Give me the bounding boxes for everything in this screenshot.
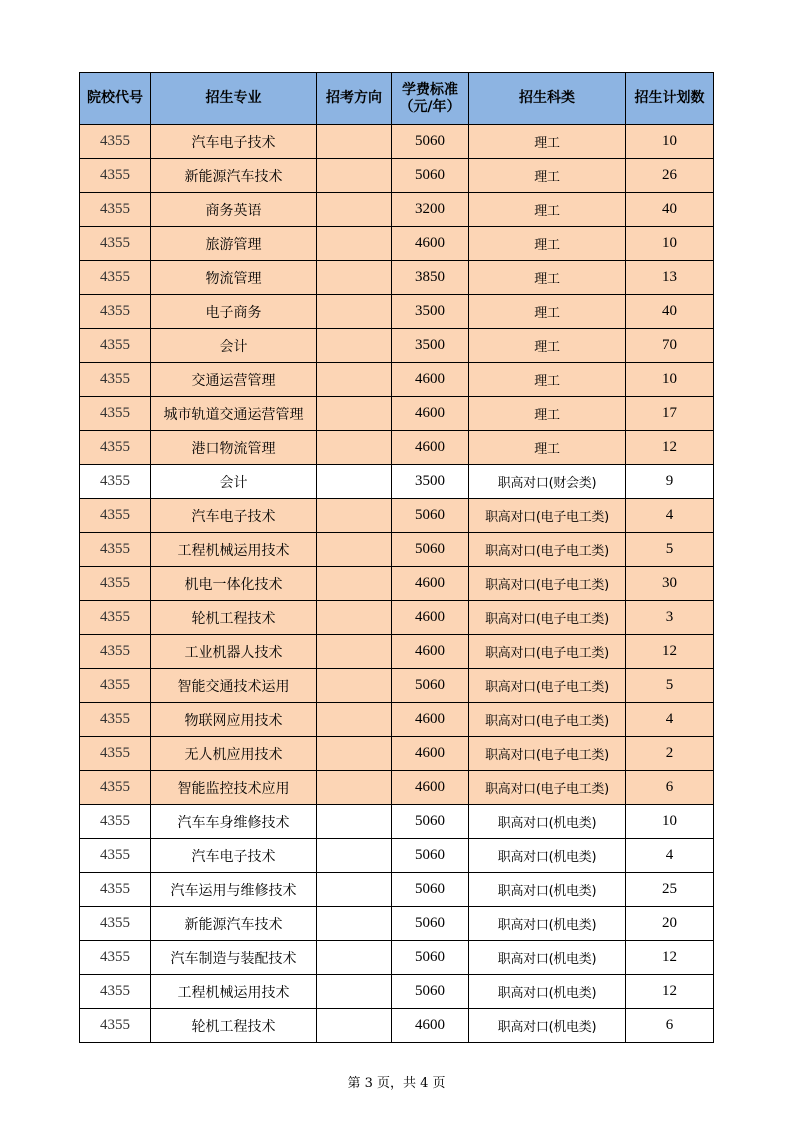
cell-tuition: 5060 — [392, 533, 469, 567]
cell-direction — [317, 839, 392, 873]
cell-plan: 25 — [626, 873, 714, 907]
cell-direction — [317, 465, 392, 499]
cell-major: 工程机械运用技术 — [151, 533, 317, 567]
cell-major: 智能交通技术运用 — [151, 669, 317, 703]
cell-category: 职高对口(机电类) — [469, 975, 626, 1009]
cell-school-code: 4355 — [80, 669, 151, 703]
cell-direction — [317, 499, 392, 533]
cell-plan: 4 — [626, 499, 714, 533]
header-plan: 招生计划数 — [626, 73, 714, 125]
table-row — [80, 329, 714, 363]
cell-plan: 10 — [626, 363, 714, 397]
table-row — [80, 907, 714, 941]
cell-tuition: 5060 — [392, 873, 469, 907]
cell-school-code: 4355 — [80, 261, 151, 295]
table-row — [80, 567, 714, 601]
cell-category: 理工 — [469, 261, 626, 295]
cell-category: 职高对口(电子电工类) — [469, 499, 626, 533]
cell-plan: 70 — [626, 329, 714, 363]
cell-category: 理工 — [469, 227, 626, 261]
cell-school-code: 4355 — [80, 295, 151, 329]
header-school-code: 院校代号 — [80, 73, 151, 125]
cell-tuition: 4600 — [392, 397, 469, 431]
table-row — [80, 873, 714, 907]
cell-major: 轮机工程技术 — [151, 1009, 317, 1043]
cell-major: 汽车车身维修技术 — [151, 805, 317, 839]
header-tuition-line2: （元/年） — [399, 98, 461, 115]
cell-tuition: 4600 — [392, 703, 469, 737]
cell-tuition: 5060 — [392, 975, 469, 1009]
header-category: 招生科类 — [469, 73, 626, 125]
cell-school-code: 4355 — [80, 193, 151, 227]
header-direction: 招考方向 — [317, 73, 392, 125]
cell-direction — [317, 907, 392, 941]
cell-major: 旅游管理 — [151, 227, 317, 261]
table-body — [80, 125, 714, 1043]
cell-category: 理工 — [469, 431, 626, 465]
cell-major: 电子商务 — [151, 295, 317, 329]
cell-plan: 10 — [626, 805, 714, 839]
cell-major: 工业机器人技术 — [151, 635, 317, 669]
table-row — [80, 1009, 714, 1043]
table-header-row — [80, 73, 714, 125]
cell-category: 理工 — [469, 125, 626, 159]
cell-direction — [317, 941, 392, 975]
table-row — [80, 125, 714, 159]
cell-major: 汽车制造与装配技术 — [151, 941, 317, 975]
cell-direction — [317, 329, 392, 363]
table-row — [80, 635, 714, 669]
cell-category: 职高对口(电子电工类) — [469, 703, 626, 737]
cell-major: 轮机工程技术 — [151, 601, 317, 635]
cell-tuition: 5060 — [392, 499, 469, 533]
cell-category: 职高对口(电子电工类) — [469, 533, 626, 567]
cell-tuition: 4600 — [392, 771, 469, 805]
cell-school-code: 4355 — [80, 159, 151, 193]
cell-category: 职高对口(电子电工类) — [469, 669, 626, 703]
cell-plan: 20 — [626, 907, 714, 941]
cell-category: 职高对口(电子电工类) — [469, 737, 626, 771]
table-row — [80, 193, 714, 227]
cell-tuition: 4600 — [392, 601, 469, 635]
table-row — [80, 703, 714, 737]
admission-plan-table — [79, 72, 714, 1043]
cell-tuition: 5060 — [392, 159, 469, 193]
table-row — [80, 159, 714, 193]
cell-school-code: 4355 — [80, 431, 151, 465]
cell-plan: 9 — [626, 465, 714, 499]
cell-plan: 5 — [626, 669, 714, 703]
table-row — [80, 261, 714, 295]
cell-category: 职高对口(财会类) — [469, 465, 626, 499]
cell-direction — [317, 533, 392, 567]
cell-direction — [317, 975, 392, 1009]
table-row — [80, 941, 714, 975]
cell-direction — [317, 431, 392, 465]
cell-tuition: 3500 — [392, 295, 469, 329]
cell-plan: 3 — [626, 601, 714, 635]
cell-direction — [317, 1009, 392, 1043]
table-row — [80, 431, 714, 465]
cell-tuition: 5060 — [392, 125, 469, 159]
table-row — [80, 363, 714, 397]
cell-category: 理工 — [469, 193, 626, 227]
cell-category: 职高对口(电子电工类) — [469, 567, 626, 601]
cell-plan: 40 — [626, 193, 714, 227]
cell-direction — [317, 601, 392, 635]
cell-category: 职高对口(机电类) — [469, 873, 626, 907]
cell-direction — [317, 261, 392, 295]
cell-school-code: 4355 — [80, 567, 151, 601]
cell-category: 职高对口(机电类) — [469, 941, 626, 975]
cell-major: 新能源汽车技术 — [151, 159, 317, 193]
cell-category: 职高对口(电子电工类) — [469, 635, 626, 669]
cell-plan: 12 — [626, 975, 714, 1009]
cell-direction — [317, 805, 392, 839]
header-major: 招生专业 — [151, 73, 317, 125]
table-row — [80, 465, 714, 499]
cell-direction — [317, 363, 392, 397]
cell-major: 智能监控技术应用 — [151, 771, 317, 805]
cell-plan: 26 — [626, 159, 714, 193]
cell-direction — [317, 159, 392, 193]
cell-plan: 13 — [626, 261, 714, 295]
cell-major: 机电一体化技术 — [151, 567, 317, 601]
cell-tuition: 5060 — [392, 805, 469, 839]
cell-major: 工程机械运用技术 — [151, 975, 317, 1009]
cell-plan: 12 — [626, 941, 714, 975]
page-footer: 第 3 页，共 4 页 — [347, 1076, 446, 1091]
table-row — [80, 397, 714, 431]
cell-school-code: 4355 — [80, 805, 151, 839]
cell-school-code: 4355 — [80, 975, 151, 1009]
cell-tuition: 5060 — [392, 839, 469, 873]
cell-direction — [317, 635, 392, 669]
cell-direction — [317, 771, 392, 805]
cell-category: 理工 — [469, 159, 626, 193]
cell-category: 理工 — [469, 295, 626, 329]
cell-direction — [317, 703, 392, 737]
cell-plan: 10 — [626, 125, 714, 159]
cell-major: 会计 — [151, 465, 317, 499]
cell-school-code: 4355 — [80, 941, 151, 975]
cell-category: 职高对口(机电类) — [469, 907, 626, 941]
cell-major: 物流管理 — [151, 261, 317, 295]
cell-category: 职高对口(电子电工类) — [469, 771, 626, 805]
cell-school-code: 4355 — [80, 1009, 151, 1043]
cell-major: 港口物流管理 — [151, 431, 317, 465]
cell-plan: 4 — [626, 839, 714, 873]
cell-direction — [317, 397, 392, 431]
cell-school-code: 4355 — [80, 737, 151, 771]
cell-tuition: 4600 — [392, 1009, 469, 1043]
cell-school-code: 4355 — [80, 499, 151, 533]
cell-major: 物联网应用技术 — [151, 703, 317, 737]
cell-school-code: 4355 — [80, 635, 151, 669]
cell-direction — [317, 227, 392, 261]
cell-tuition: 5060 — [392, 907, 469, 941]
cell-school-code: 4355 — [80, 771, 151, 805]
cell-tuition: 4600 — [392, 227, 469, 261]
cell-school-code: 4355 — [80, 329, 151, 363]
cell-category: 理工 — [469, 329, 626, 363]
cell-direction — [317, 193, 392, 227]
cell-tuition: 5060 — [392, 669, 469, 703]
cell-major: 汽车运用与维修技术 — [151, 873, 317, 907]
cell-tuition: 4600 — [392, 737, 469, 771]
cell-plan: 12 — [626, 431, 714, 465]
table-row — [80, 975, 714, 1009]
cell-direction — [317, 669, 392, 703]
cell-major: 商务英语 — [151, 193, 317, 227]
cell-tuition: 3200 — [392, 193, 469, 227]
table-row — [80, 669, 714, 703]
cell-major: 城市轨道交通运营管理 — [151, 397, 317, 431]
cell-school-code: 4355 — [80, 907, 151, 941]
cell-major: 会计 — [151, 329, 317, 363]
cell-category: 职高对口(机电类) — [469, 805, 626, 839]
cell-plan: 30 — [626, 567, 714, 601]
cell-school-code: 4355 — [80, 363, 151, 397]
cell-category: 职高对口(机电类) — [469, 1009, 626, 1043]
cell-school-code: 4355 — [80, 873, 151, 907]
cell-tuition: 4600 — [392, 431, 469, 465]
cell-plan: 6 — [626, 1009, 714, 1043]
cell-plan: 4 — [626, 703, 714, 737]
cell-major: 新能源汽车技术 — [151, 907, 317, 941]
cell-category: 职高对口(机电类) — [469, 839, 626, 873]
cell-category: 理工 — [469, 397, 626, 431]
cell-direction — [317, 567, 392, 601]
table-row — [80, 499, 714, 533]
cell-plan: 5 — [626, 533, 714, 567]
cell-plan: 12 — [626, 635, 714, 669]
cell-school-code: 4355 — [80, 465, 151, 499]
table-row — [80, 839, 714, 873]
cell-category: 理工 — [469, 363, 626, 397]
cell-school-code: 4355 — [80, 125, 151, 159]
table-row — [80, 227, 714, 261]
cell-major: 汽车电子技术 — [151, 125, 317, 159]
cell-direction — [317, 737, 392, 771]
cell-school-code: 4355 — [80, 839, 151, 873]
cell-school-code: 4355 — [80, 227, 151, 261]
header-tuition-line1: 学费标准 — [402, 81, 458, 98]
cell-plan: 17 — [626, 397, 714, 431]
cell-tuition: 4600 — [392, 363, 469, 397]
cell-school-code: 4355 — [80, 533, 151, 567]
cell-school-code: 4355 — [80, 703, 151, 737]
cell-major: 无人机应用技术 — [151, 737, 317, 771]
cell-tuition: 3850 — [392, 261, 469, 295]
cell-school-code: 4355 — [80, 601, 151, 635]
cell-major: 汽车电子技术 — [151, 839, 317, 873]
cell-school-code: 4355 — [80, 397, 151, 431]
cell-plan: 40 — [626, 295, 714, 329]
table-row — [80, 601, 714, 635]
cell-tuition: 3500 — [392, 329, 469, 363]
cell-tuition: 4600 — [392, 635, 469, 669]
cell-direction — [317, 295, 392, 329]
table-row — [80, 771, 714, 805]
cell-plan: 10 — [626, 227, 714, 261]
cell-direction — [317, 873, 392, 907]
cell-tuition: 3500 — [392, 465, 469, 499]
table-row — [80, 737, 714, 771]
table-row — [80, 295, 714, 329]
cell-direction — [317, 125, 392, 159]
cell-tuition: 4600 — [392, 567, 469, 601]
cell-major: 汽车电子技术 — [151, 499, 317, 533]
table-row — [80, 533, 714, 567]
cell-plan: 2 — [626, 737, 714, 771]
header-tuition — [392, 73, 469, 125]
cell-major: 交通运营管理 — [151, 363, 317, 397]
cell-plan: 6 — [626, 771, 714, 805]
cell-tuition: 5060 — [392, 941, 469, 975]
table-row — [80, 805, 714, 839]
cell-category: 职高对口(电子电工类) — [469, 601, 626, 635]
